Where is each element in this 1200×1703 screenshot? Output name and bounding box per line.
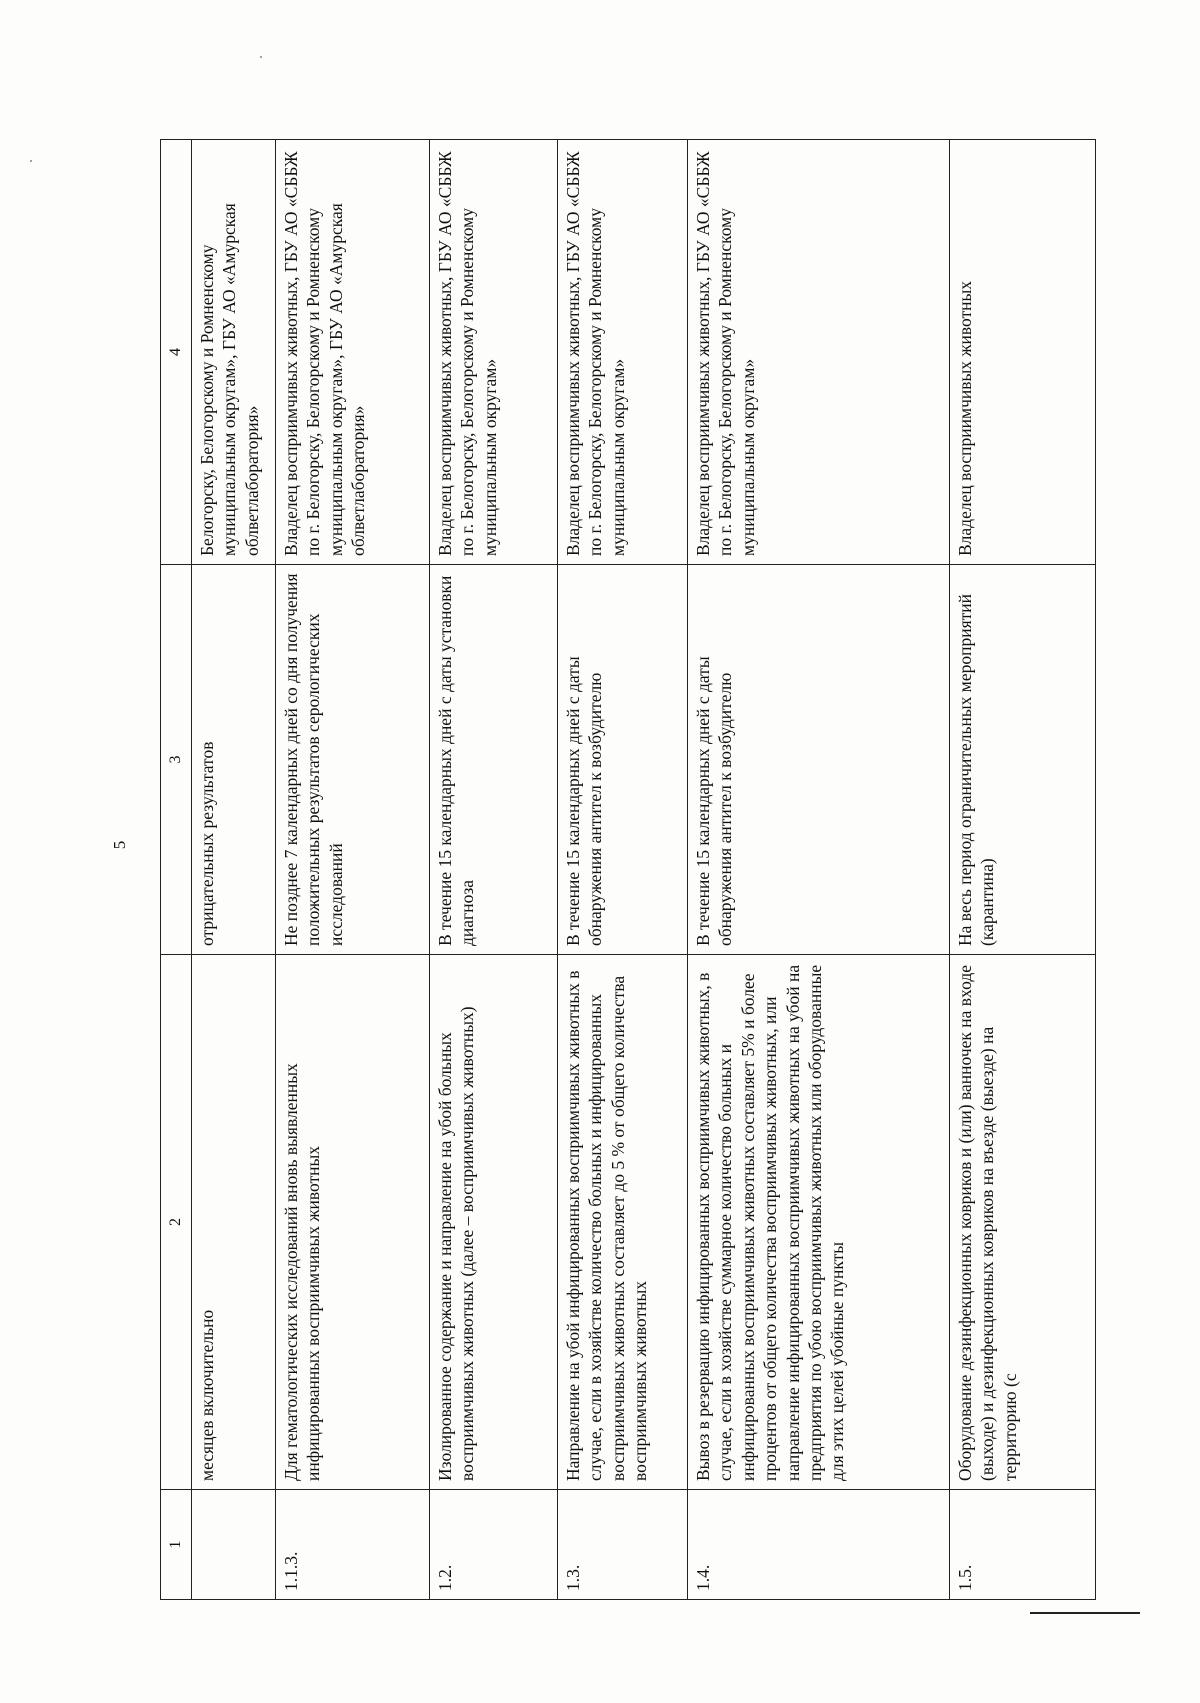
scan-speck [260,56,262,58]
row-responsible: Владелец восприимчивых животных, ГБУ АО «СББЖ по г. Белогорску, Белогорскому и Ромненскому муниципальным округам», ГБУ АО «Амурская облветлаборатория» [276,140,430,565]
row-responsible: Владелец восприимчивых животных, ГБУ АО «СББЖ по г. Белогорску, Белогорскому и Ромненскому муниципальным округам» [558,140,688,565]
row-responsible: Владелец восприимчивых животных [950,140,1096,565]
row-action: Вывоз в резервацию инфицированных восприимчивых животных, в случае, если в хозяйстве суммарное количество больных и инфицированных восприимчивых животных составляет 5% и более процентов от общего количества восприимчивых животных, или направление инфицированных восприимчивых животных на убой на предприятия по убою восприимчивых животных или оборудованные для этих целей убойные пункты [688,955,950,1490]
row-action: Изолированное содержание и направление на убой больных восприимчивых животных (далее – восприимчивых животных) [430,955,558,1490]
row-term: Не позднее 7 календарных дней со дня получения положительных результатов серологических исследований [276,565,430,955]
row-responsible: Владелец восприимчивых животных, ГБУ АО «СББЖ по г. Белогорску, Белогорскому и Ромненскому муниципальным округам» [688,140,950,565]
row-action: месяцев включительно [192,955,276,1490]
page-number: 5 [110,840,129,850]
row-number: 1.3. [558,1490,688,1600]
row-term: В течение 15 календарных дней с даты обнаружения антител к возбудителю [688,565,950,955]
row-action: Оборудование дезинфекционных ковриков и (или) ванночек на входе (выходе) и дезинфекционных ковриков на въезде (выезде) на территорию (с [950,955,1096,1490]
row-action: Для гематологических исследований вновь выявленных инфицированных восприимчивых животных [276,955,430,1490]
table-header-row [161,140,192,1600]
row-number [192,1490,276,1600]
row-number: 1.4. [688,1490,950,1600]
row-term: На весь период ограничительных мероприятий (карантина) [950,565,1096,955]
scan-speck [30,160,32,162]
header-col-4: 4 [161,140,192,565]
header-col-1: 1 [161,1490,192,1600]
row-action: Направление на убой инфицированных восприимчивых животных в случае, если в хозяйстве количество больных и инфицированных восприимчивых животных составляет до 5 % от общего количества восприимчивых животных [558,955,688,1490]
row-number: 1.1.3. [276,1490,430,1600]
table-row [276,140,430,1600]
table-row [688,140,950,1600]
row-term: В течение 15 календарных дней с даты установки диагноза [430,565,558,955]
header-col-3: 3 [161,565,192,955]
row-responsible: Владелец восприимчивых животных, ГБУ АО «СББЖ по г. Белогорску, Белогорскому и Ромненскому муниципальным округам» [430,140,558,565]
row-term: отрицательных результатов [192,565,276,955]
footer-rule [1030,1612,1140,1614]
table-row [192,140,276,1600]
row-number: 1.2. [430,1490,558,1600]
table-row [950,140,1096,1600]
table-row [430,140,558,1600]
rotated-table-container [160,140,1090,1600]
row-term: В течение 15 календарных дней с даты обнаружения антител к возбудителю [558,565,688,955]
header-col-2: 2 [161,955,192,1490]
measures-table [160,139,1096,1600]
row-responsible: Белогорску, Белогорскому и Ромненскому муниципальным округам», ГБУ АО «Амурская облветлаборатория» [192,140,276,565]
table-row [558,140,688,1600]
row-number: 1.5. [950,1490,1096,1600]
